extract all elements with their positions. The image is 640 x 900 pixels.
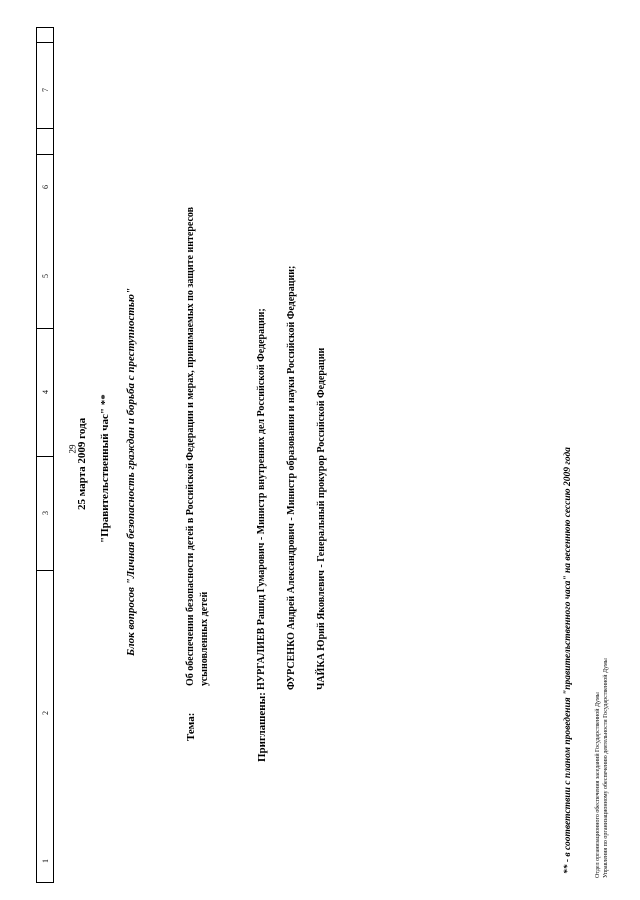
column-number: 2	[41, 711, 50, 715]
column-number: 4	[41, 390, 50, 394]
footer-line2: Управления по организационному обеспечению деятельности Государственной Думы	[603, 658, 609, 878]
topic-text-line1: Об обеспечении безопасности детей в Российской Федерации и мерах, принимаемых по защите интересов	[185, 206, 196, 686]
event-title: "Правительственный час" **	[99, 394, 111, 543]
column-divider	[37, 456, 53, 457]
column-divider	[37, 328, 53, 329]
column-number: 3	[41, 511, 50, 515]
topic-text-line2: усыновленных детей	[199, 591, 210, 686]
topic-label: Тема:	[185, 712, 197, 741]
page-number: 29	[67, 444, 78, 454]
column-number: 1	[41, 859, 50, 863]
block-title: Блок вопросов "Личная безопасность граждан и борьба с преступностью"	[125, 287, 137, 656]
invited-person: ЧАЙКА Юрий Яковлевич - Генеральный прокурор Российской Федерации	[316, 347, 327, 690]
date-heading: 25 марта 2009 года	[76, 417, 88, 510]
column-number-strip	[36, 27, 54, 883]
footer-line1: Отдел организационного обеспечения заседаний Государственной Думы	[595, 692, 601, 878]
invited-person: НУРГАЛИЕВ Рашид Гумарович - Министр внутренних дел Российской Федерации;	[256, 308, 267, 690]
invited-person: ФУРСЕНКО Андрей Александрович - Министр образования и науки Российской Федерации;	[286, 265, 297, 690]
invited-label: Приглашены:	[256, 692, 268, 762]
footnote: ** - в соответствии с планом проведения "правительственного часа" на весеннюю сессию 2009 года	[563, 447, 573, 874]
column-divider	[37, 154, 53, 155]
column-number: 7	[41, 88, 50, 92]
column-divider	[37, 42, 53, 43]
column-number: 5	[41, 274, 50, 278]
column-divider	[37, 128, 53, 129]
column-divider	[37, 570, 53, 571]
column-number: 6	[41, 185, 50, 189]
